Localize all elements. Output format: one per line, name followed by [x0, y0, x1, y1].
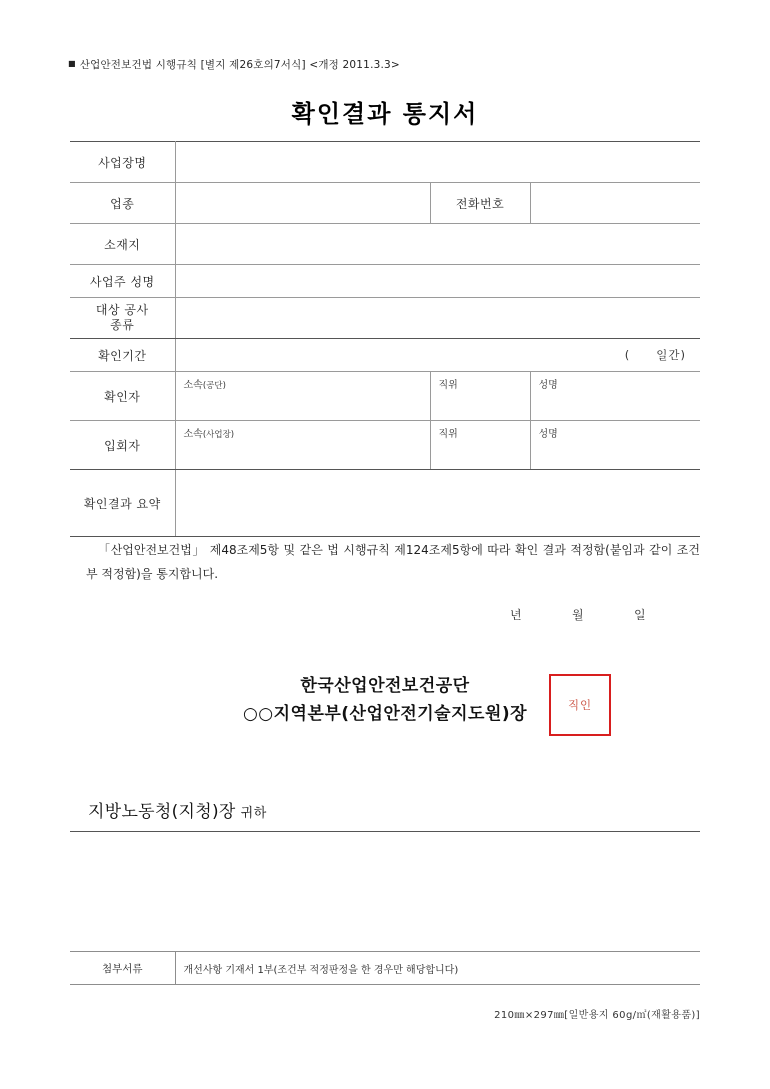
table-row-attachment — [70, 952, 700, 985]
period-unit: 일간) — [656, 348, 686, 362]
label-inspector: 확인자 — [70, 372, 175, 421]
official-seal-box — [549, 674, 611, 736]
table-row-attendee — [70, 421, 700, 470]
inspection-period-days-note — [625, 347, 686, 363]
recipient-honorific: 귀하 — [240, 806, 267, 821]
issuer-organization: 한국산업안전보건공단 — [300, 676, 470, 696]
value-workplace-name[interactable] — [175, 142, 700, 183]
table-row-owner-name — [70, 265, 700, 298]
value-construction-type[interactable] — [175, 298, 700, 339]
value-phone-number[interactable] — [530, 183, 700, 224]
table-row-inspection-period — [70, 339, 700, 372]
label-attachment: 첨부서류 — [70, 952, 175, 985]
label-inspector-affiliation: 소속 — [183, 380, 203, 391]
attendee-name-cell[interactable] — [530, 421, 700, 470]
label-attendee: 입회자 — [70, 421, 175, 470]
inspector-position-cell[interactable] — [430, 372, 530, 421]
seal-label: 직인 — [567, 698, 593, 712]
recipient-line — [88, 797, 267, 822]
label-phone-number: 전화번호 — [430, 183, 530, 224]
date-line — [0, 606, 696, 623]
value-industry[interactable] — [175, 183, 430, 224]
value-location[interactable] — [175, 224, 700, 265]
table-row-location — [70, 224, 700, 265]
inspector-affiliation-cell[interactable] — [175, 372, 430, 421]
label-workplace-name: 사업장명 — [70, 142, 175, 183]
issuer-branch: ○○지역본부(산업안전기술지도원)장 — [242, 704, 528, 725]
signature-inner — [242, 672, 593, 728]
label-attendee-affiliation-paren: (사업장) — [202, 430, 235, 440]
form-header-line — [68, 57, 400, 72]
label-attendee-affiliation: 소속 — [183, 429, 203, 440]
paper-spec-note: 210㎜×297㎜[일반용지 60g/㎡(재활용품)] — [494, 1010, 700, 1021]
period-paren-open: ( — [624, 348, 631, 362]
table-row-result-summary — [70, 470, 700, 537]
date-month-label: 월 — [572, 608, 585, 622]
label-industry: 업종 — [70, 183, 175, 224]
label-attendee-position: 직위 — [438, 429, 458, 440]
label-owner-name: 사업주 성명 — [70, 265, 175, 298]
attachment-table — [70, 951, 700, 985]
body-paragraph: 「산업안전보건법」 제48조제5항 및 같은 법 시행규칙 제124조제5항에 따라 확인 결과 적정함(붙임과 같이 조건부 적정함)을 통지합니다. — [86, 543, 700, 581]
label-inspector-position: 직위 — [438, 380, 458, 391]
value-inspection-period[interactable] — [175, 339, 700, 372]
value-result-summary[interactable] — [175, 470, 700, 537]
label-construction-type — [70, 298, 175, 339]
recipient-divider — [70, 831, 700, 832]
label-location: 소재지 — [70, 224, 175, 265]
label-result-summary: 확인결과 요약 — [70, 470, 175, 537]
label-inspection-period: 확인기간 — [70, 339, 175, 372]
date-day-label: 일 — [634, 608, 647, 622]
square-bullet-icon: ■ — [68, 59, 76, 68]
page-title: 확인결과 통지서 — [291, 100, 479, 128]
issuer-name — [243, 672, 527, 728]
value-owner-name[interactable] — [175, 265, 700, 298]
label-construction-type-line1: 대상 공사 — [95, 303, 149, 317]
date-year-label: 년 — [510, 608, 523, 622]
attendee-position-cell[interactable] — [430, 421, 530, 470]
label-attendee-name: 성명 — [538, 429, 558, 440]
attendee-affiliation-cell[interactable] — [175, 421, 430, 470]
recipient-office: 지방노동청(지청)장 — [88, 802, 236, 822]
table-row-inspector — [70, 372, 700, 421]
information-table — [70, 141, 700, 537]
label-construction-type-line2: 종류 — [110, 318, 135, 332]
value-attachment: 개선사항 기재서 1부(조건부 적정판정을 한 경우만 해당합니다) — [175, 952, 700, 985]
signature-block — [0, 672, 770, 728]
table-row-industry — [70, 183, 700, 224]
label-inspector-affiliation-paren: (공단) — [202, 381, 226, 391]
inspector-name-cell[interactable] — [530, 372, 700, 421]
label-inspector-name: 성명 — [538, 380, 558, 391]
form-header-text: 산업안전보건법 시행규칙 [별지 제26호의7서식] <개정 2011.3.3> — [79, 59, 400, 71]
table-row-construction-type — [70, 298, 700, 339]
table-row-workplace-name — [70, 142, 700, 183]
